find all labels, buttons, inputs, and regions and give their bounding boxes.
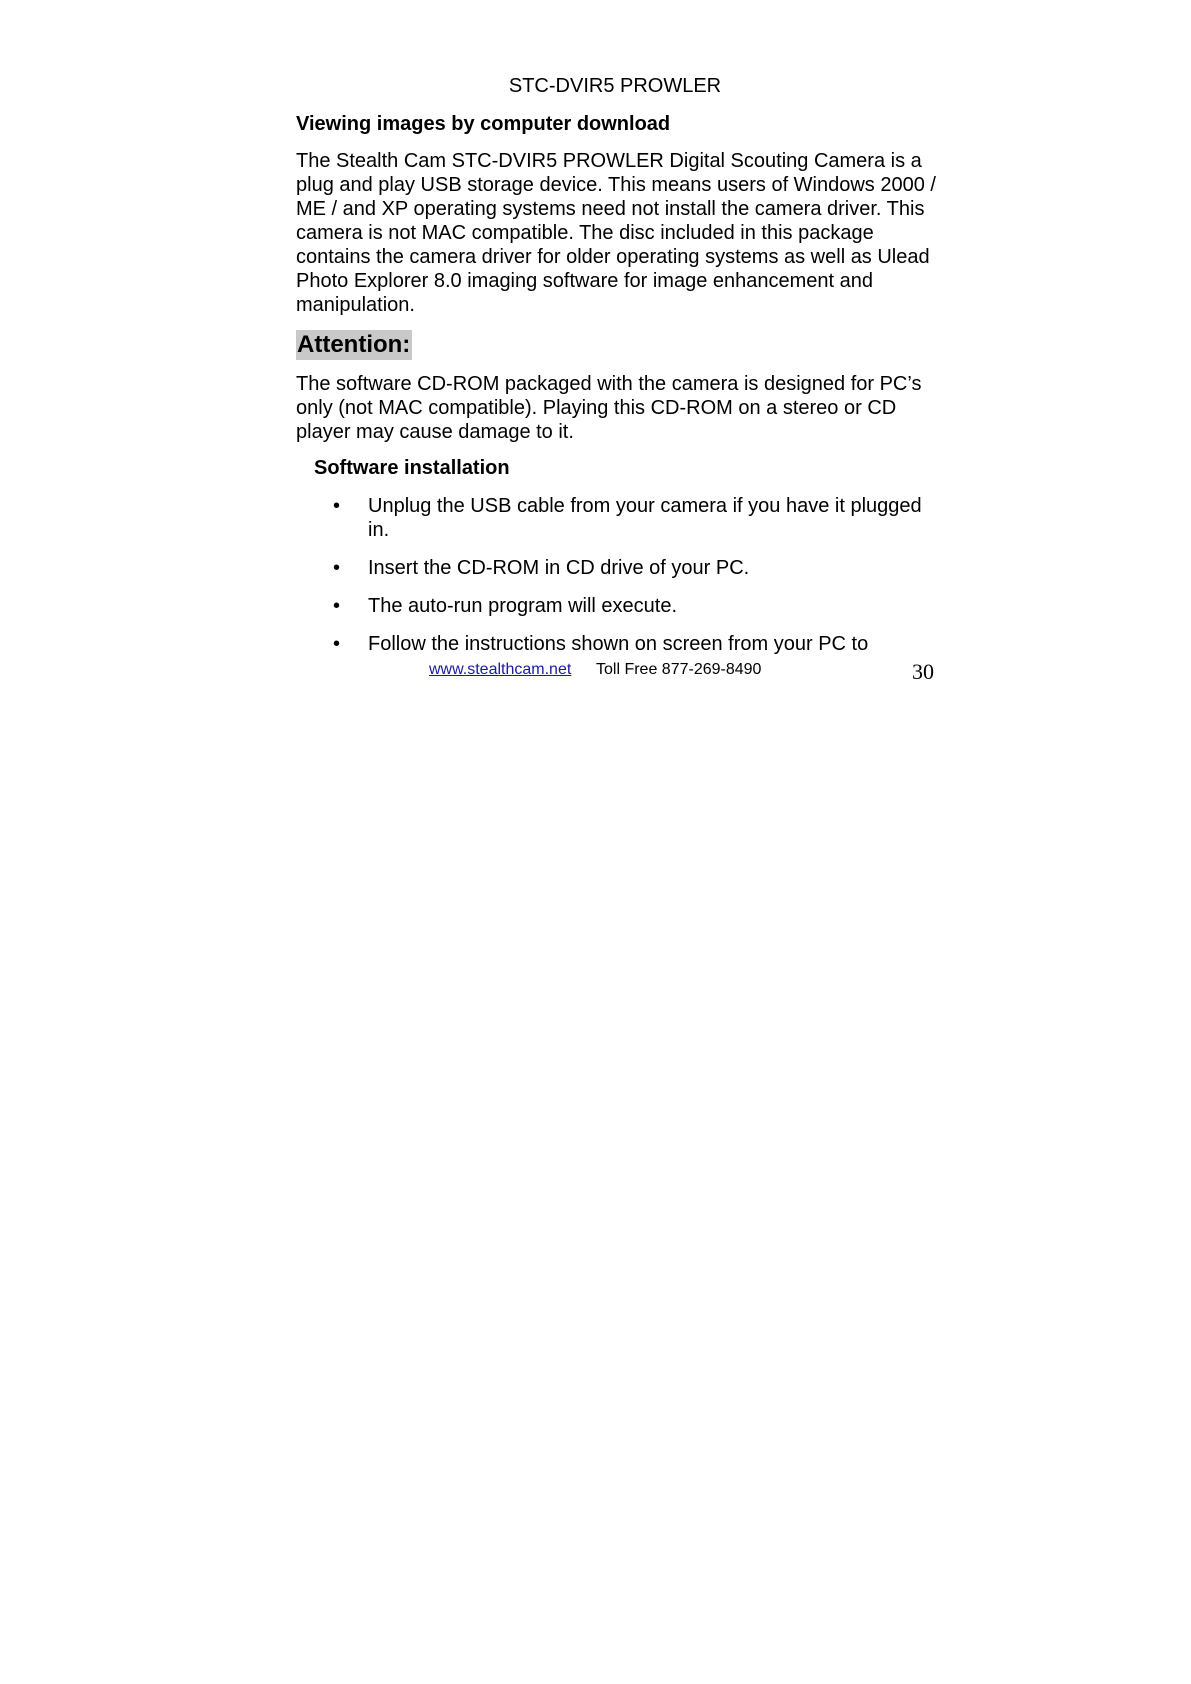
list-item <box>296 594 936 618</box>
step-text: Insert the CD-ROM in CD drive of your PC. <box>368 557 750 579</box>
intro-paragraph: The Stealth Cam STC-DVIR5 PROWLER Digital Scouting Camera is a plug and play USB storage device. This means users of Windows 2000 / ME / and XP operating systems need not install the camera driver. This camera is not MAC compatible. The disc included in this package contains the camera driver for older operating systems as well as Ulead Photo Explorer 8.0 imaging software for image enhancement and manipulation. <box>296 150 936 316</box>
bullet-icon: • <box>333 557 341 579</box>
page-footer <box>296 658 936 688</box>
bullet-icon: • <box>333 633 341 655</box>
list-item <box>296 632 936 656</box>
list-item <box>296 494 936 542</box>
attention-paragraph: The software CD-ROM packaged with the camera is designed for PC’s only (not MAC compatible). Playing this CD-ROM on a stereo or CD player may cause damage to it. <box>296 373 922 443</box>
bullet-icon: • <box>333 495 341 517</box>
step-text: Unplug the USB cable from your camera if you have it plugged in. <box>368 495 922 541</box>
list-item <box>296 556 936 580</box>
installation-title: Software installation <box>314 457 510 479</box>
website-link[interactable]: www.stealthcam.net <box>429 661 572 678</box>
toll-free-number: Toll Free 877-269-8490 <box>596 661 762 678</box>
section-title: Viewing images by computer download <box>296 113 671 135</box>
installation-steps <box>296 494 936 670</box>
attention-heading: Attention: <box>297 331 411 358</box>
page-number: 30 <box>912 659 934 684</box>
bullet-icon: • <box>333 595 341 617</box>
step-text: Follow the instructions shown on screen from your PC to <box>368 633 869 655</box>
page-header: STC-DVIR5 PROWLER <box>508 75 722 97</box>
step-text: The auto-run program will execute. <box>368 595 678 617</box>
